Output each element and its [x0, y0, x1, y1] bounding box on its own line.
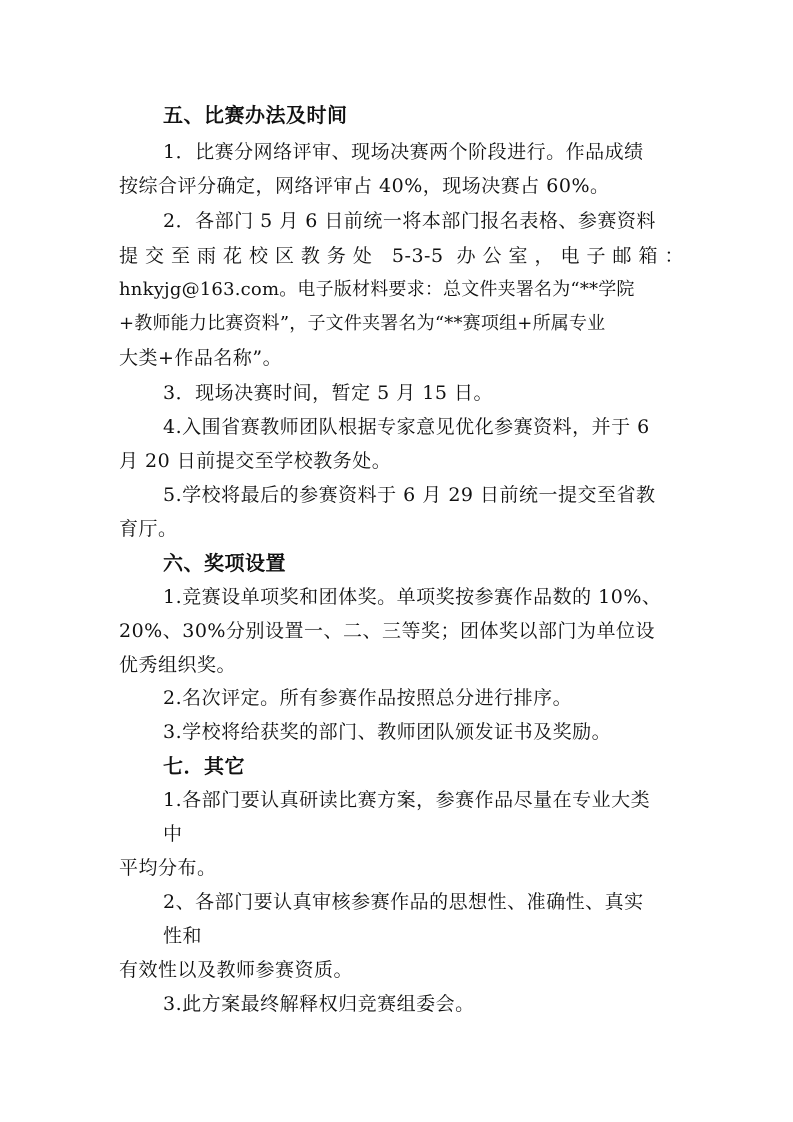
section-7-item-3: 3.此方案最终解释权归竞赛组委会。 — [163, 993, 475, 1015]
section-5-item-1-line-2: 按综合评分确定，网络评审占 40%，现场决赛占 60%。 — [119, 175, 610, 197]
section-5-heading: 五、比赛办法及时间 — [163, 103, 348, 127]
section-7-item-2-line-1: 2、各部门要认真审核参赛作品的思想性、准确性、真实 — [163, 891, 644, 913]
section-6-heading: 六、奖项设置 — [163, 551, 286, 575]
section-5-item-1-line-1: 1．比赛分网络评审、现场决赛两个阶段进行。作品成绩 — [163, 141, 644, 163]
section-5-item-2-line-1: 2．各部门 5 月 6 日前统一将本部门报名表格、参赛资料 — [163, 210, 656, 232]
section-7-item-1-line-3: 平均分布。 — [119, 857, 217, 879]
section-7-item-2-line-3: 有效性以及教师参赛资质。 — [119, 959, 354, 981]
section-5-item-2-line-5: 大类+作品名称”。 — [119, 347, 283, 369]
section-7-heading: 七．其它 — [163, 754, 245, 778]
section-5-item-2-line-4: +教师能力比赛资料”，子文件夹署名为“**赛项组+所属专业 — [119, 313, 606, 334]
section-5-item-4-line-2: 月 20 日前提交至学校教务处。 — [119, 450, 392, 472]
section-6-item-1-line-2: 20%、30%分别设置一、二、三等奖；团体奖以部门为单位设 — [119, 620, 655, 642]
section-6-item-1-line-3: 优秀组织奖。 — [119, 654, 237, 676]
section-5-item-3: 3．现场决赛时间，暂定 5 月 15 日。 — [163, 382, 494, 404]
section-7-item-2-line-2: 性和 — [163, 925, 203, 947]
section-6-item-2: 2.名次评定。所有参赛作品按照总分进行排序。 — [163, 687, 573, 709]
section-5-item-2-line-2: 提交至雨花校区教务处 5-3-5 办公室，电子邮箱： — [119, 245, 684, 267]
section-7-item-1-line-2: 中 — [163, 823, 183, 845]
section-5-item-4-line-1: 4.入围省赛教师团队根据专家意见优化参赛资料，并于 6 — [163, 416, 650, 438]
section-6-item-1-line-1: 1.竞赛设单项奖和团体奖。单项奖按参赛作品数的 10%、 — [163, 586, 662, 608]
section-5-item-2-line-3: hnkyjg@163.com。电子版材料要求：总文件夹署名为“**学院 — [119, 279, 635, 300]
section-5-item-5-line-1: 5.学校将最后的参赛资料于 6 月 29 日前统一提交至省教 — [163, 484, 656, 506]
section-7-item-1-line-1: 1.各部门要认真研读比赛方案，参赛作品尽量在专业大类 — [163, 789, 651, 811]
section-6-item-3: 3.学校将给获奖的部门、教师团队颁发证书及奖励。 — [163, 721, 612, 743]
section-5-item-5-line-2: 育厅。 — [119, 518, 178, 540]
